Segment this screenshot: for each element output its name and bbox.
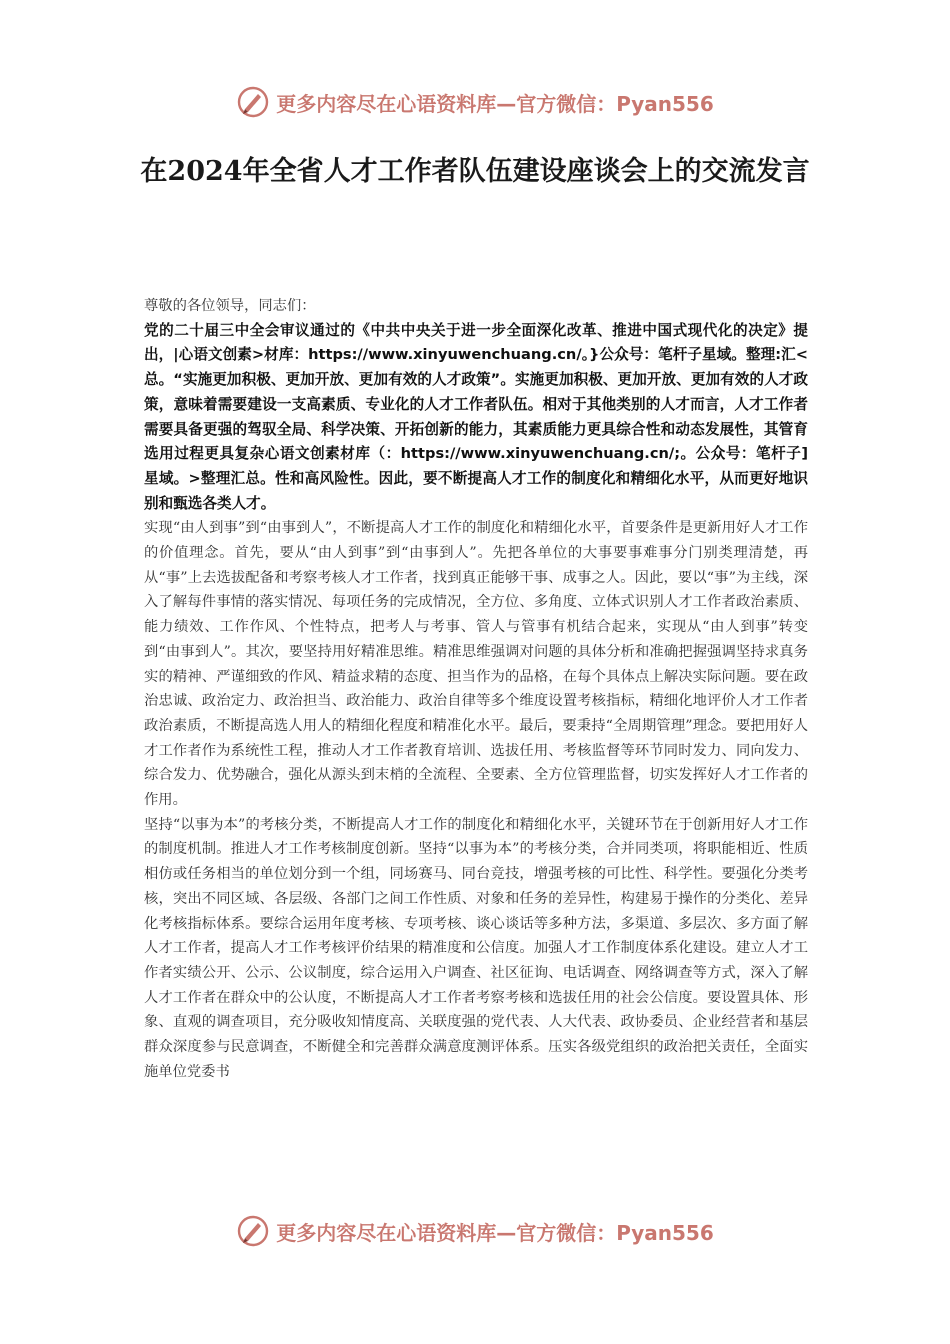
- paragraph-2: 实现“由人到事”到“由事到人”，不断提高人才工作的制度化和精细化水平，首要条件是更新用好人才工作的价值理念。首先，要从“由人到事”到“由事到人”。先把各单位的大事要事难事分门别类理清楚，再从“事”上去选拔配备和考察考核人才工作者，找到真正能够干事、成事之人。因此，要以“事”为主线，深入了解每件事情的落实情况、每项任务的完成情况，全方位、多角度、立体式识别人才工作者政治素质、能力绩效、工作作风、个性特点，把考人与考事、管人与管事有机结合起来，实现从“由人到事”转变到“由事到人”。其次，要坚持用好精准思维。精准思维强调对问题的具体分析和准确把握强调坚持求真务实的精神、严谨细致的作风、精益求精的态度、担当作为的品格，在每个具体点上解决实际问题。要在政治忠诚、政治定力、政治担当、政治能力、政治自律等多个维度设置考核指标，精细化地评价人才工作者政治素质，不断提高选人用人的精细化程度和精准化水平。最后，要秉持“全周期管理”理念。要把用好人才工作者作为系统性工程，推动人才工作者教育培训、选拔任用、考核监督等环节同时发力、同向发力、综合发力、优势融合，强化从源头到末梢的全流程、全要素、全方位管理监督，切实发挥好人才工作者的作用。: [144, 520, 808, 809]
- document-body: [144, 294, 808, 1085]
- paragraph-3: 坚持“以事为本”的考核分类，不断提高人才工作的制度化和精细化水平，关键环节在于创新用好人才工作的制度机制。推进人才工作考核制度创新。坚持“以事为本”的考核分类，合并同类项，将职能相近、性质相仿或任务相当的单位划分到一个组，同场赛马、同台竞技，增强考核的可比性、科学性。要强化分类考核，突出不同区域、各层级、各部门之间工作性质、对象和任务的差异性，构建易于操作的分类化、差异化考核指标体系。要综合运用年度考核、专项考核、谈心谈话等多种方法，多渠道、多层次、多方面了解人才工作者，提高人才工作考核评价结果的精准度和公信度。加强人才工作制度体系化建设。建立人才工作者实绩公开、公示、公议制度，综合运用入户调查、社区征询、电话调查、网络调查等方式，深入了解人才工作者在群众中的公认度，不断提高人才工作者考察考核和选拔任用的社会公信度。要设置具体、形象、直观的调查项目，充分吸收知情度高、关联度强的党代表、人大代表、政协委员、企业经营者和基层群众深度参与民意调查，不断健全和完善群众满意度测评体系。压实各级党组织的政治把关责任，全面实施单位党委书: [144, 816, 808, 1080]
- paragraph-1: 党的二十届三中全会审议通过的《中共中央关于进一步全面深化改革、推进中国式现代化的决定》提出，|心语文创素>材库：https://www.xinyuwenchuang.cn/。}公众号：笔杆子星域。整理:汇<总。“实施更加积极、更加开放、更加有效的人才政策”。实施更加积极、更加开放、更加有效的人才政策，意味着需要建设一支高素质、专业化的人才工作者队伍。相对于其他类别的人才而言，人才工作者需要具备更强的驾驭全局、科学决策、开拓创新的能力，其素质能力更具综合性和动态发展性，其管育选用过程更具复杂心语文创素材库（：https://www.xinyuwenchuang.cn/;。公众号：笔杆子]星域。>整理汇总。性和高风险性。因此，要不断提高人才工作的制度化和精细化水平，从而更好地识别和甄选各类人才。: [144, 321, 808, 512]
- watermark-text: 更多内容尽在心语资料库—官方微信：Pyan556: [276, 1220, 714, 1245]
- pen-logo-icon: [236, 1214, 270, 1248]
- pen-logo-icon: [236, 85, 270, 119]
- header-watermark: [0, 82, 950, 122]
- watermark-text: 更多内容尽在心语资料库—官方微信：Pyan556: [276, 91, 714, 116]
- salutation: 尊敬的各位领导，同志们：: [144, 298, 316, 314]
- document-title: 在2024年全省人才工作者队伍建设座谈会上的交流发言: [140, 156, 810, 187]
- footer-watermark: [0, 1211, 950, 1251]
